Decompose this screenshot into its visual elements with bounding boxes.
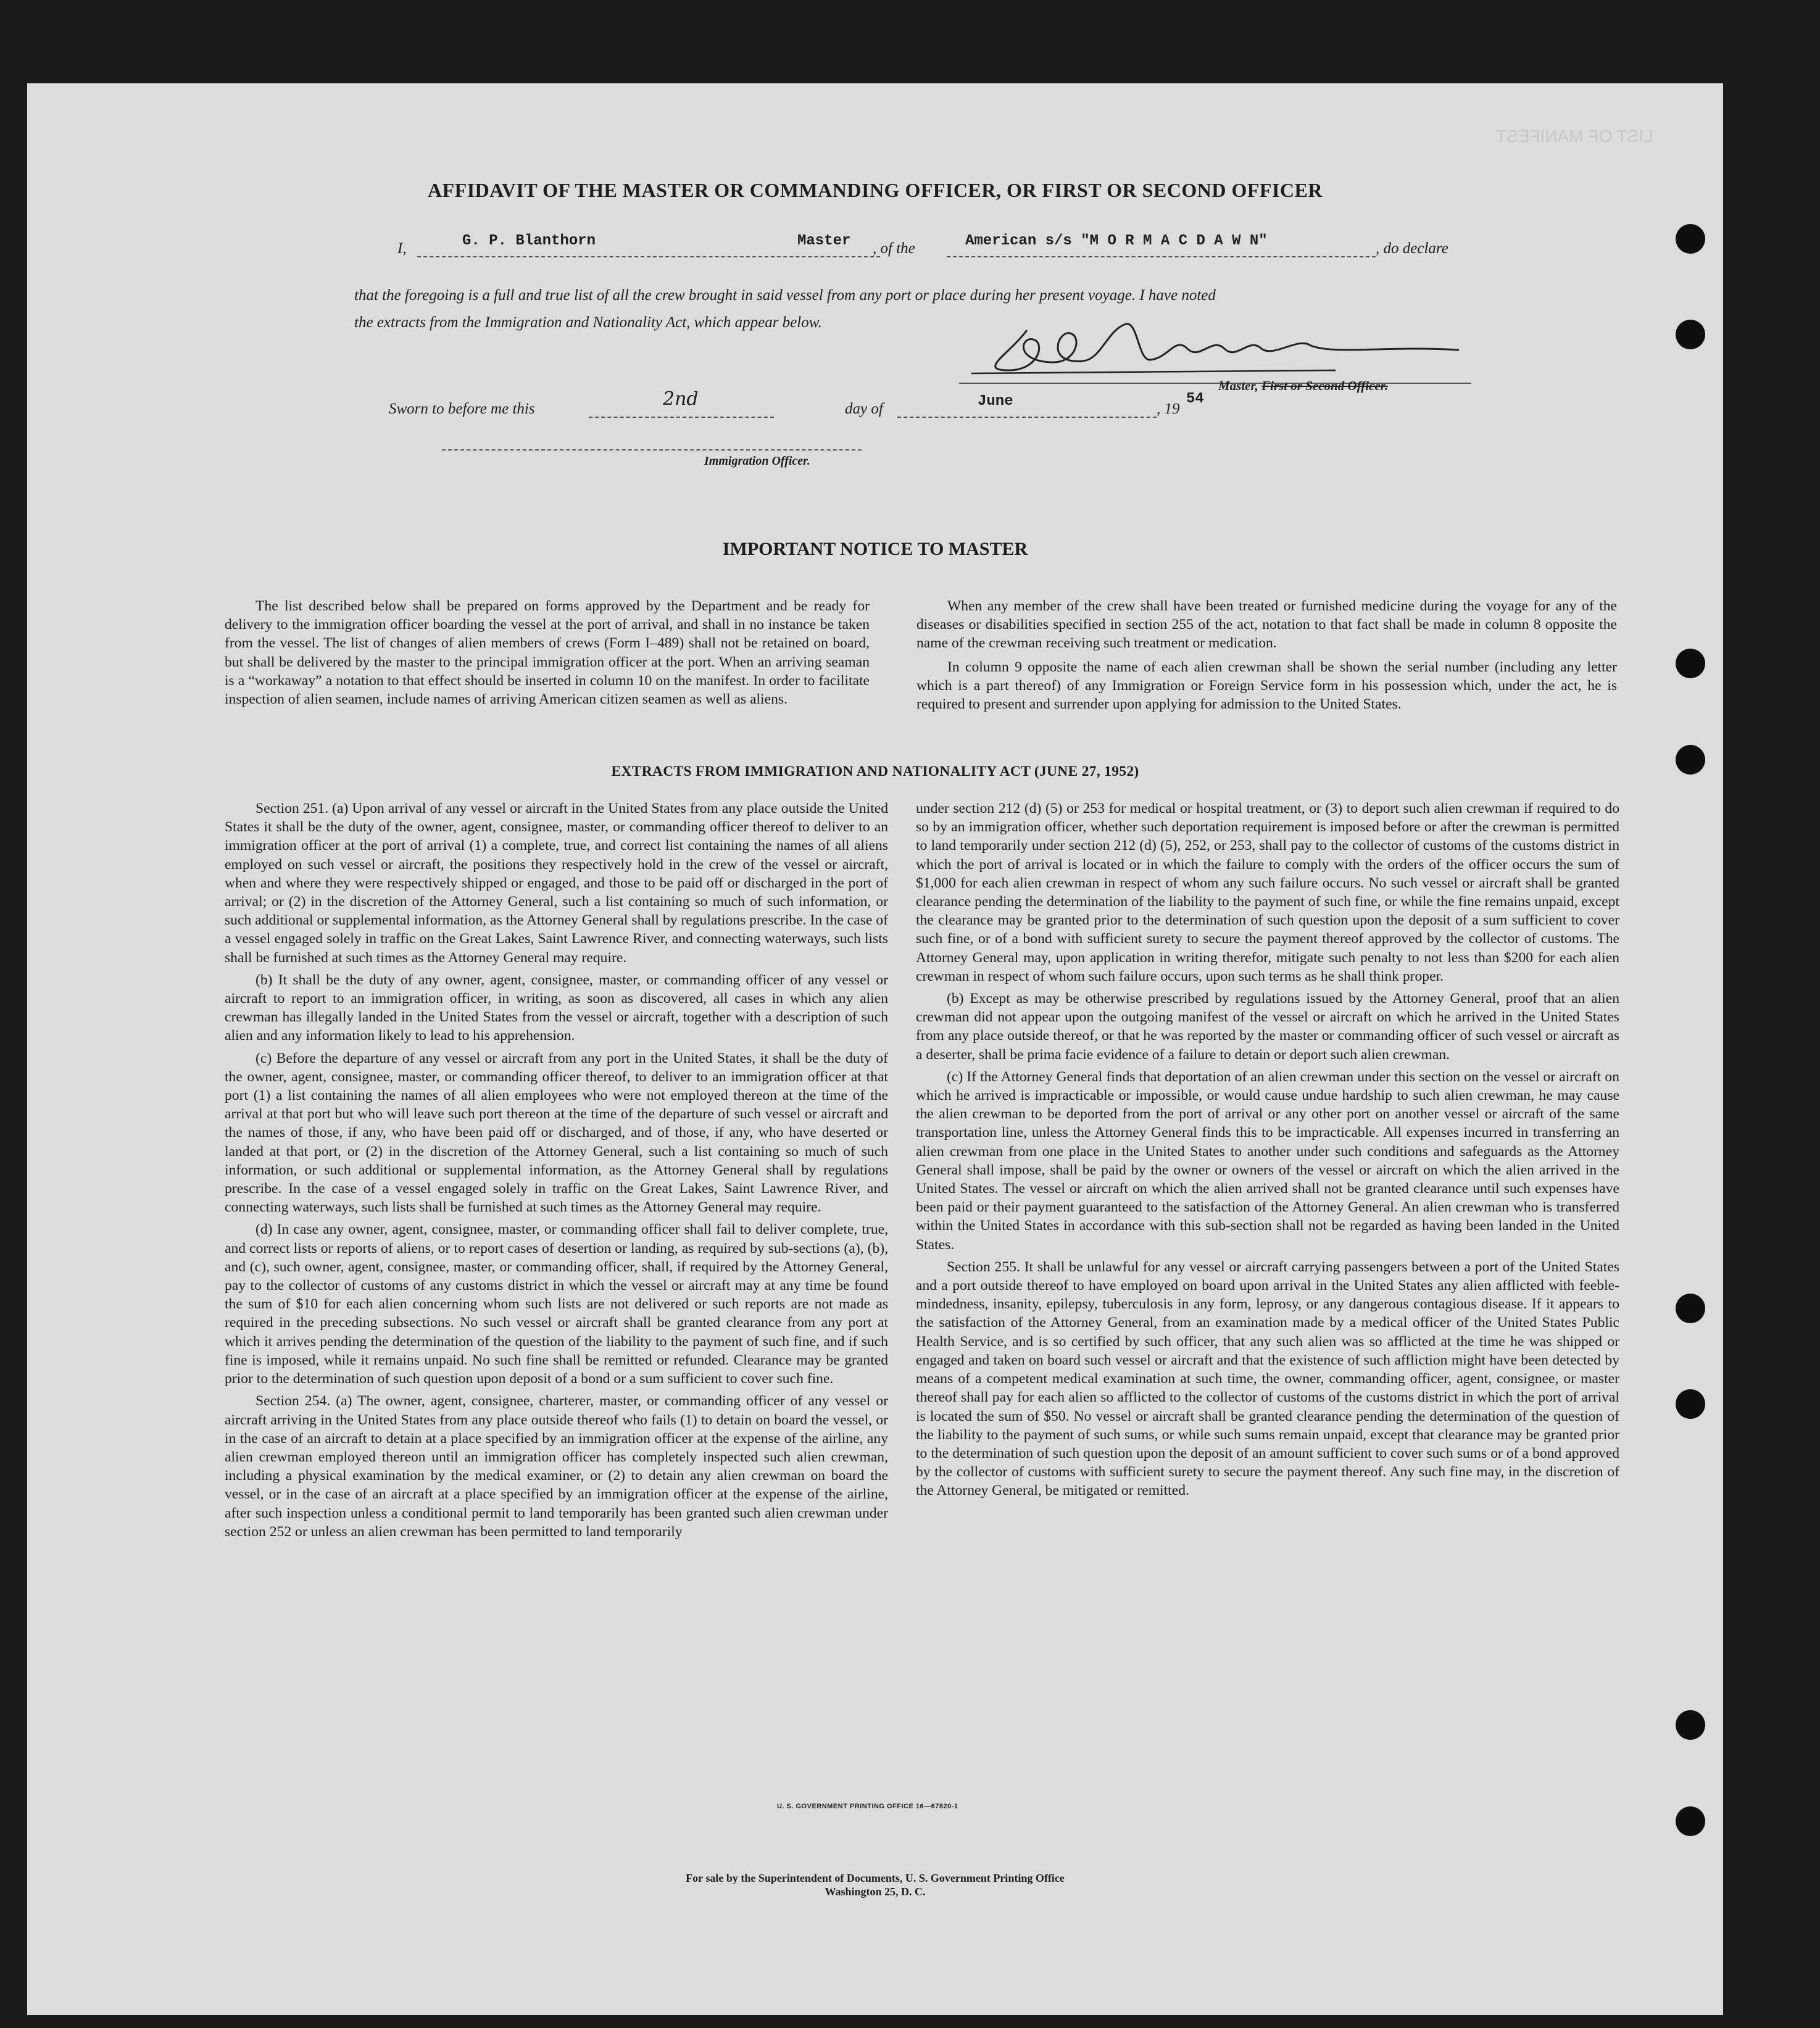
- notice-paragraph: The list described below shall be prepared on forms approved by the Department and be ready for delivery to the immigration officer boarding the vessel at the port of arrival, and shall in no instance be taken from the vessel. The list of changes of alien members of crews (Form I–489) shall not be retained on board, but shall be delivered by the master to the principal immigration officer at the port. When an arriving seaman is a “workaway” a notation to that effect should be inserted in column 10 on the manifest. In order to facilitate inspection of alien seamen, include names of arriving American citizen seamen as well as aliens.: [225, 598, 870, 708]
- act-paragraph: Section 251. (a) Upon arrival of any vessel or aircraft in the United States from any place outside the United States it shall be the duty of the owner, agent, consignee, master, or commanding officer thereof to deliver to an immigration officer at the port of arrival (1) a complete, true, and correct list containing the names of all aliens employed on such vessel or aircraft, the positions they respectively hold in the crew of the vessel or aircraft, when and where they were respectively shipped or engaged, and those to be paid off or discharged in the port of arrival; or (2) in the discretion of the Attorney General, such a list containing so much of such information, or such additional or supplemental information, as the Attorney General shall by regulations prescribe. In the case of a vessel engaged solely in traffic on the Great Lakes, Saint Lawrence River, and connecting waterways, such lists shall be furnished at such times as the Attorney General may require.: [225, 800, 888, 966]
- notice-paragraph: In column 9 opposite the name of each alien crewman shall be shown the serial number (including any letter which is a part thereof) of any Immigration or Foreign Service form in his possession which, under the act, he is required to present and surrender upon applying for admission to the United States.: [916, 659, 1617, 713]
- binder-hole-icon: [1676, 1806, 1705, 1836]
- extracts-title: EXTRACTS FROM IMMIGRATION AND NATIONALITY ACT (JUNE 27, 1952): [611, 763, 1139, 779]
- caption-struck: First or Second Officer.: [1261, 378, 1388, 393]
- officer-rule: [442, 449, 862, 451]
- month-rule: [897, 417, 1157, 418]
- binder-hole-icon: [1676, 224, 1705, 254]
- vessel-rule: [947, 256, 1376, 257]
- declare-label: , do declare: [1376, 240, 1448, 257]
- act-paragraph: under section 212 (d) (5) or 253 for medical or hospital treatment, or (3) to deport such alien crewman if required to do so by an immigration officer, whether such deportation requirement is imposed before or after the crewman is permitted to land temporarily under section 212 (d) (5), 252, or 253, shall pay to the collector of customs of the customs district in which the port of arrival is located or in which the failure to comply with the orders of the officer occurs the sum of $1,000 for each alien crewman in respect of whom any such failure occurs. No such vessel or aircraft shall be granted clearance pending the determination of the liability to the payment of such fine, or while the fine remains unpaid, except the clearance may be granted prior to the determination of such question upon the deposit of a sum sufficient to cover such fine, or of a bond with sufficient surety to secure the payment thereof approved by the collector of customs. The Attorney General may, upon application in writing therefor, mitigate such penalty to not less than $200 for each alien crewman in respect of whom such failure occurs, upon such terms as he shall think proper.: [916, 800, 1619, 984]
- vessel-name: American s/s "M O R M A C D A W N": [965, 233, 1268, 249]
- sworn-month: June: [978, 393, 1013, 410]
- affidavit-line-3: the extracts from the Immigration and Nationality Act, which appear below.: [354, 314, 822, 331]
- extracts-left-column: [225, 799, 888, 1545]
- affidavit-title: AFFIDAVIT OF THE MASTER OR COMMANDING OFFICER, OR FIRST OR SECOND OFFICER: [428, 179, 1323, 201]
- declarant-rank: Master: [797, 233, 851, 249]
- binder-hole-icon: [1676, 1710, 1705, 1740]
- sworn-line: [354, 388, 1484, 423]
- act-paragraph: (c) Before the departure of any vessel or aircraft from any port in the United States, it shall be the duty of the owner, agent, consignee, master, or commanding officer thereof, to deliver to an immigration officer at that port (1) a list containing the names of all alien employees who were not employed thereon at the time of the arrival at that port but who will leave such port thereon at the time of the departure of such vessel or aircraft and the names of those, if any, who have been paid off or discharged, and of those, if any, who have deserted or landed at that port, or (2) in the discretion of the Attorney General, such a list containing so much of such information, or such additional or supplemental information, as the Attorney General shall by regulations prescribe. In the case of a vessel engaged solely in traffic on the Great Lakes, Saint Lawrence River, and connecting waterways, such lists shall be furnished at such times as the Attorney General may require.: [225, 1050, 888, 1216]
- document-page: [27, 83, 1723, 2015]
- day-of-label: day of: [845, 401, 883, 417]
- officer-caption: Immigration Officer.: [704, 454, 810, 468]
- binder-hole-icon: [1676, 320, 1705, 349]
- for-sale-line-1: For sale by the Superintendent of Documents, U. S. Government Printing Office: [686, 1872, 1065, 1884]
- act-paragraph: Section 255. It shall be unlawful for any vessel or aircraft carrying passengers between a port of the United States and a port outside thereof to have employed on board upon arrival in the United States any alien afflicted with feeble-mindedness, insanity, epilepsy, tuberculosis in any form, leprosy, or any dangerous contagious disease. If it appears to the satisfaction of the Attorney General, from an examination made by a medical officer of the United States Public Health Service, and is so certified by such officer, that any such alien was so afflicted at the time he was shipped or engaged and taken on board such vessel or aircraft and that the existence of such affliction might have been detected by means of a competent medical examination at such time, the owner, commanding officer, agent, consignee, or master thereof shall pay for each alien so afflicted to the collector of customs of the customs district in which the port of arrival is located the sum of $50. No vessel or aircraft shall be granted clearance pending the determination of the question of the liability to the payment of such sums, or while such sums remain unpaid, except that clearance may be granted prior to the determination of such question upon the deposit of an amount sufficient to cover such sums or of a bond approved by the collector of customs with sufficient surety to secure the payment thereof. Any such fine may, in the discretion of the Attorney General, be mitigated or remitted.: [916, 1258, 1619, 1499]
- binder-hole-icon: [1676, 1389, 1705, 1419]
- name-rule: [417, 256, 880, 257]
- act-paragraph: (b) It shall be the duty of any owner, agent, consignee, master, or commanding officer of any vessel or aircraft to report to an immigration officer, in writing, as soon as discovered, all cases in which any alien crewman has illegally landed in the United States from the vessel or aircraft, together with a description of such alien and any information likely to lead to his apprehension.: [225, 971, 888, 1044]
- sworn-label: Sworn to before me this: [389, 401, 535, 417]
- for-sale-notice: [27, 1871, 1723, 1898]
- binder-hole-icon: [1676, 649, 1705, 678]
- act-paragraph: (b) Except as may be otherwise prescribed by regulations issued by the Attorney General, proof that an alien crewman did not appear upon the outgoing manifest of the vessel or aircraft on which he arrived in the United States from any place outside thereof, or that he was reported by the master or commanding officer of such vessel or aircraft as a deserter, shall be prima facie evidence of a failure to detain or deport such alien crewman.: [916, 991, 1619, 1063]
- signature-rule: [959, 383, 1471, 384]
- sworn-year: 54: [1186, 391, 1204, 407]
- year-prefix: , 19: [1157, 401, 1180, 417]
- declarant-name: G. P. Blanthorn: [462, 233, 596, 249]
- for-sale-line-2: Washington 25, D. C.: [825, 1885, 926, 1898]
- notice-left-column: [225, 597, 870, 712]
- caption-master: Master,: [1218, 378, 1258, 393]
- act-paragraph: (d) In case any owner, agent, consignee, master, or commanding officer shall fail to deliver complete, true, and correct lists or reports of aliens, or to report cases of desertion or landing, as required by sub-sections (a), (b), and (c), such owner, agent, consignee, master, or commanding officer, shall, if required by the Attorney General, pay to the collector of customs of any customs district in which the vessel or aircraft may at any time be found the sum of $10 for each alien concerning whom such lists are not delivered or such reports are not made as required in the preceding subsections. No such vessel or aircraft shall be granted clearance from any port at which it arrives pending the determination of the question of the liability to the payment of such fine, and if such fine is imposed, while it remains unpaid. No such fine shall be remitted or refunded. Clearance may be granted prior to the determination of such question upon deposit of a bond or a sum sufficient to cover such fine.: [225, 1221, 888, 1387]
- extracts-right-column: [916, 799, 1619, 1504]
- notice-right-column: [916, 597, 1617, 717]
- notice-paragraph: When any member of the crew shall have been treated or furnished medicine during the voyage for any of the diseases or disabilities specified in section 255 of the act, notation to that fact shall be made in column 8 opposite the name of the crewman receiving such treatment or medication.: [916, 598, 1617, 652]
- binder-hole-icon: [1676, 1294, 1705, 1323]
- printing-office-line: U. S. GOVERNMENT PRINTING OFFICE 16—67820-1: [777, 1803, 958, 1810]
- notice-title: IMPORTANT NOTICE TO MASTER: [722, 539, 1028, 559]
- i-label: I,: [397, 240, 407, 257]
- affidavit-line-1: [354, 233, 1484, 262]
- master-signature: [953, 312, 1484, 380]
- affidavit-line-2: that the foregoing is a full and true list of all the crew brought in said vessel from any port or place during her present voyage. I have noted: [354, 287, 1216, 304]
- act-paragraph: Section 254. (a) The owner, agent, consignee, charterer, master, or commanding officer of any vessel or aircraft arriving in the United States from any place outside thereof who fails (1) to detain on board the vessel, or in the case of an aircraft to detain at a place specified by an immigration officer at the expense of the airline, any alien crewman employed thereon until an immigration officer has completely inspected such alien crewman, including a physical examination by the medical examiner, or (2) to detain any alien crewman on board the vessel, or in the case of an aircraft at a place specified by an immigration officer at the expense of the airline, after such inspection unless a conditional permit to land temporarily has been granted such alien crewman under section 252 or unless an alien crewman has been permitted to land temporarily: [225, 1393, 888, 1540]
- day-rule: [589, 417, 774, 418]
- of-the-label: , of the: [873, 240, 915, 257]
- act-paragraph: (c) If the Attorney General finds that deportation of an alien crewman under this section on the vessel or aircraft on which he arrived is impracticable or impossible, or would cause undue hardship to such alien crewman, he may cause the alien crewman to be deported from the port of arrival or any other port on another vessel or aircraft of the same transportation line, unless the Attorney General finds this to be impracticable. All expenses incurred in transferring an alien crewman from one place in the United States to another under such conditions and safeguards as the Attorney General shall impose, shall be paid by the owner or owners of the vessel or aircraft on which the alien arrived in the United States. The vessel or aircraft on which the alien arrived shall not be granted clearance until such expenses have been paid or their payment guaranteed to the satisfaction of the Attorney General. An alien crewman who is transferred within the United States in accordance with this sub-section shall not be regarded as having been landed in the United States.: [916, 1068, 1619, 1253]
- bleed-through: LIST OF MANIFEST: [1496, 127, 1653, 146]
- sworn-day: 2nd: [663, 388, 699, 410]
